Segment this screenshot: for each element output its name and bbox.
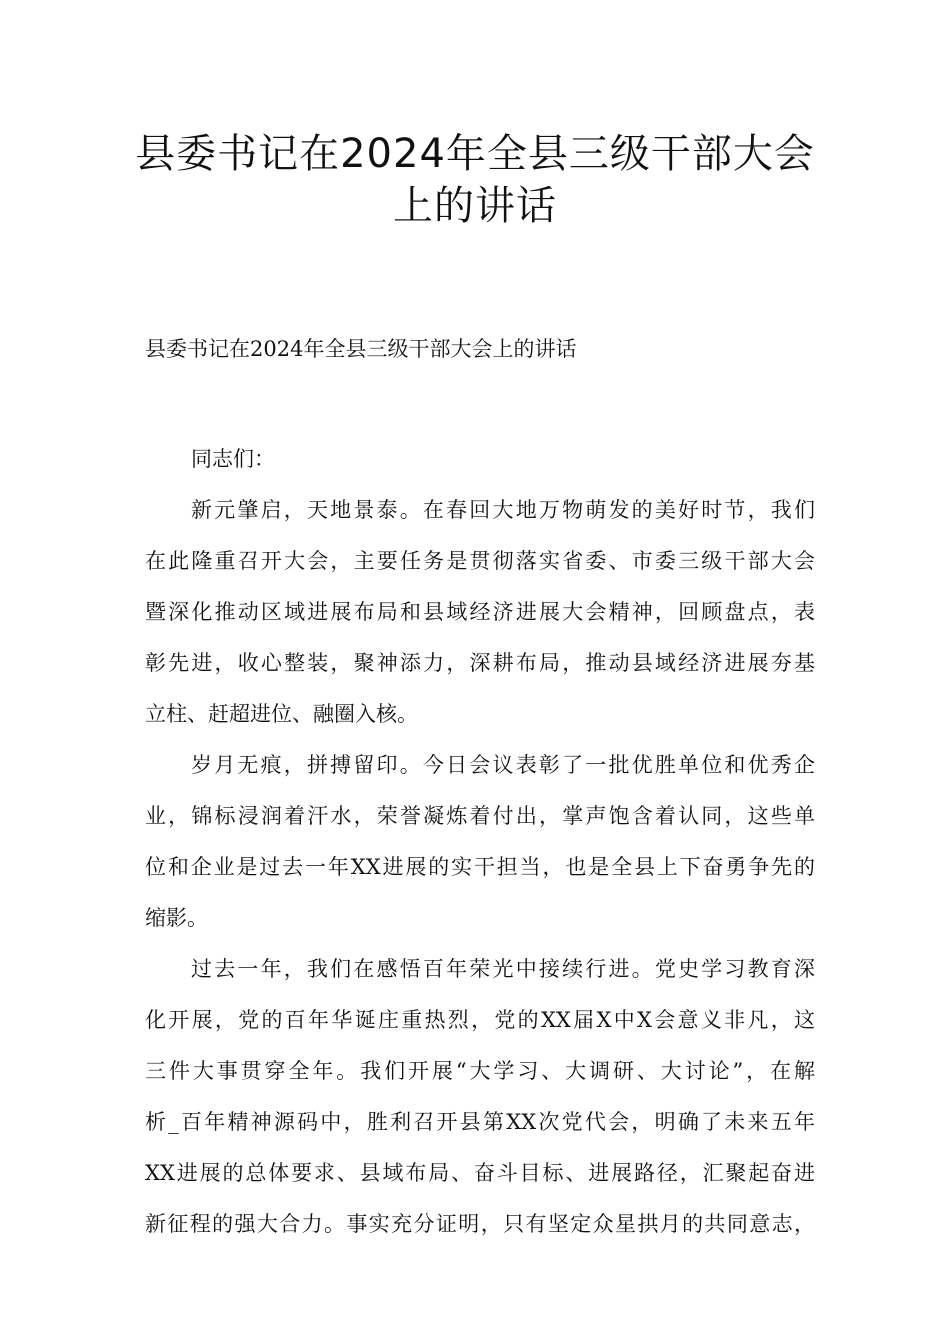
paragraph-2 <box>145 740 815 944</box>
title-line-1: 县委书记在2024年全县三级干部大会 <box>135 131 815 177</box>
paragraph-line: 化开展，党的百年华诞庄重热烈，党的XX届X中X会意义非凡，这 <box>145 1008 815 1032</box>
document-title <box>120 128 830 232</box>
paragraph-line: 岁月无痕，拼搏留印。今日会议表彰了一批优胜单位和优秀企 <box>191 753 815 777</box>
document-body <box>145 434 815 1250</box>
paragraph-1 <box>145 485 815 740</box>
paragraph-line: 过去一年，我们在感悟百年荣光中接续行进。党史学习教育深 <box>191 957 815 981</box>
document-subtitle: 县委书记在2024年全县三级干部大会上的讲话 <box>145 337 577 361</box>
salutation: 同志们： <box>191 447 275 471</box>
paragraph-line: 业，锦标浸润着汗水，荣誉凝炼着付出，掌声饱含着认同，这些单 <box>145 804 815 828</box>
paragraph-line: XX进展的总体要求、县域布局、奋斗目标、进展路径，汇聚起奋进 <box>145 1161 815 1185</box>
paragraph-line: 新元肇启，天地景泰。在春回大地万物萌发的美好时节，我们 <box>191 498 815 522</box>
title-line-2: 上的讲话 <box>393 183 557 229</box>
paragraph-line: 在此隆重召开大会，主要任务是贯彻落实省委、市委三级干部大会 <box>145 549 815 573</box>
paragraph-line: 彰先进，收心整装，聚神添力，深耕布局，推动县域经济进展夯基 <box>145 651 815 675</box>
paragraph-line: 析_百年精神源码中，胜利召开县第XX次党代会，明确了未来五年 <box>145 1110 815 1134</box>
paragraph-line: 位和企业是过去一年XX进展的实干担当，也是全县上下奋勇争先的 <box>145 855 815 879</box>
paragraph-line: 暨深化推动区域进展布局和县域经济进展大会精神，回顾盘点，表 <box>145 600 815 624</box>
paragraph-line: 缩影。 <box>145 906 208 930</box>
paragraph-line: 立柱、赶超进位、融圈入核。 <box>145 702 418 726</box>
paragraph-3 <box>145 944 815 1250</box>
paragraph-line: 新征程的强大合力。事实充分证明，只有坚定众星拱月的共同意志， <box>145 1212 815 1236</box>
paragraph-line: 三件大事贯穿全年。我们开展“大学习、大调研、大讨论”，在解 <box>145 1059 815 1083</box>
